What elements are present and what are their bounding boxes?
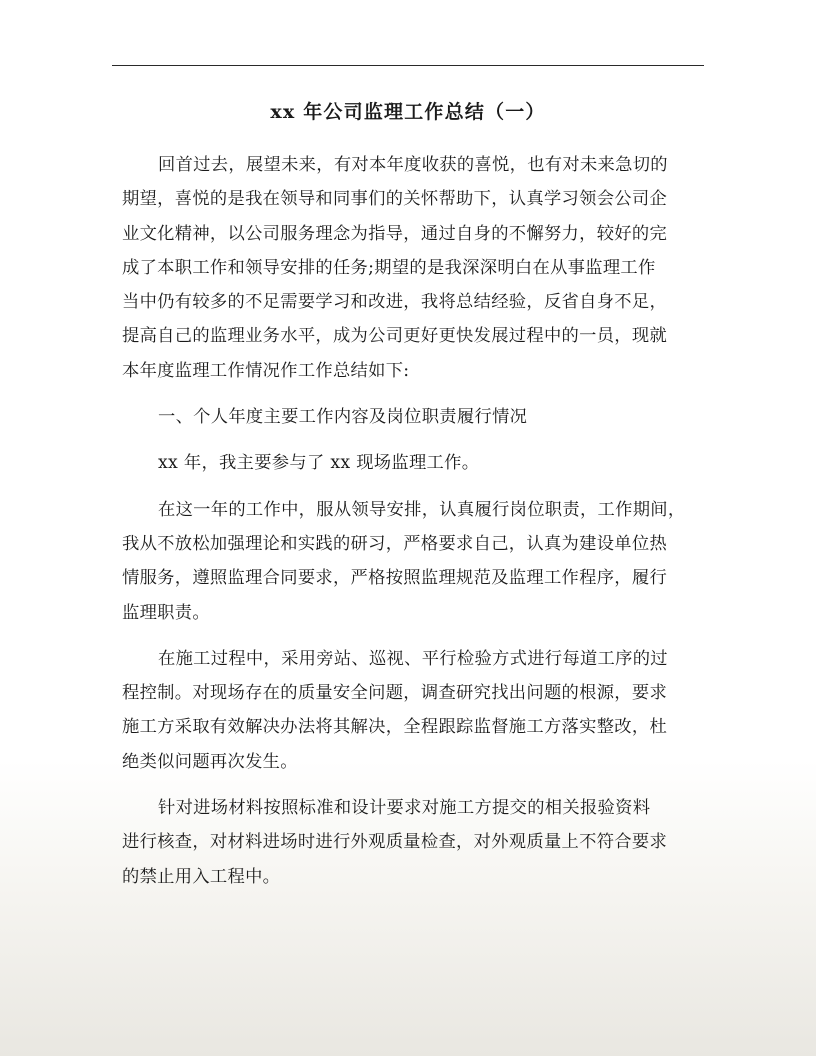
paragraph-materials (122, 791, 704, 894)
text-line: 我从不放松加强理论和实践的研习，严格要求自己，认真为建设单位热 (122, 533, 668, 554)
text-line: 成了本职工作和领导安排的任务;期望的是我深深明白在从事监理工作 (122, 257, 656, 278)
header-rule (112, 65, 704, 66)
document-body (122, 148, 704, 894)
paragraph-intro (122, 148, 704, 388)
document-title: xx 年公司监理工作总结（一） (270, 101, 546, 123)
text-line: 情服务，遵照监理合同要求，严格按照监理规范及监理工作程序，履行 (122, 568, 668, 589)
text-line: 针对进场材料按照标准和设计要求对施工方提交的相关报验资料 (158, 798, 651, 819)
paragraph-process-control (122, 642, 704, 779)
text-line: 本年度监理工作情况作工作总结如下: (122, 360, 410, 381)
text-line: 回首过去，展望未来，有对本年度收获的喜悦，也有对未来急切的 (158, 155, 668, 175)
text-line: 监理职责。 (122, 602, 210, 623)
text-line: 施工方采取有效解决办法将其解决，全程跟踪监督施工方落实整改，杜 (122, 717, 668, 738)
paragraph-project (122, 446, 704, 480)
text-line: 提高自己的监理业务水平，成为公司更好更快发展过程中的一员，现就 (122, 326, 668, 347)
text-line: 业文化精神，以公司服务理念为指导，通过自身的不懈努力，较好的完 (122, 223, 668, 244)
text-line: 绝类似问题再次发生。 (122, 751, 298, 772)
section-heading (122, 400, 704, 434)
text-line: 当中仍有较多的不足需要学习和改进，我将总结经验，反省自身不足， (122, 292, 668, 313)
text-line: 在这一年的工作中，服从领导安排，认真履行岗位职责，工作期间， (158, 499, 686, 520)
text-line: 的禁止用入工程中。 (122, 866, 281, 887)
paragraph-duties (122, 493, 704, 630)
text-line: 一、个人年度主要工作内容及岗位职责履行情况 (158, 407, 528, 428)
text-line: xx 年，我主要参与了 xx 现场监理工作。 (158, 453, 480, 474)
text-line: 进行核查，对材料进场时进行外观质量检查，对外观质量上不符合要求 (122, 832, 668, 853)
text-line: 期望，喜悦的是我在领导和同事们的关怀帮助下，认真学习领会公司企 (122, 189, 668, 210)
text-line: 程控制。对现场存在的质量安全问题，调查研究找出问题的根源，要求 (122, 683, 668, 704)
text-line: 在施工过程中，采用旁站、巡视、平行检验方式进行每道工序的过 (158, 648, 668, 669)
